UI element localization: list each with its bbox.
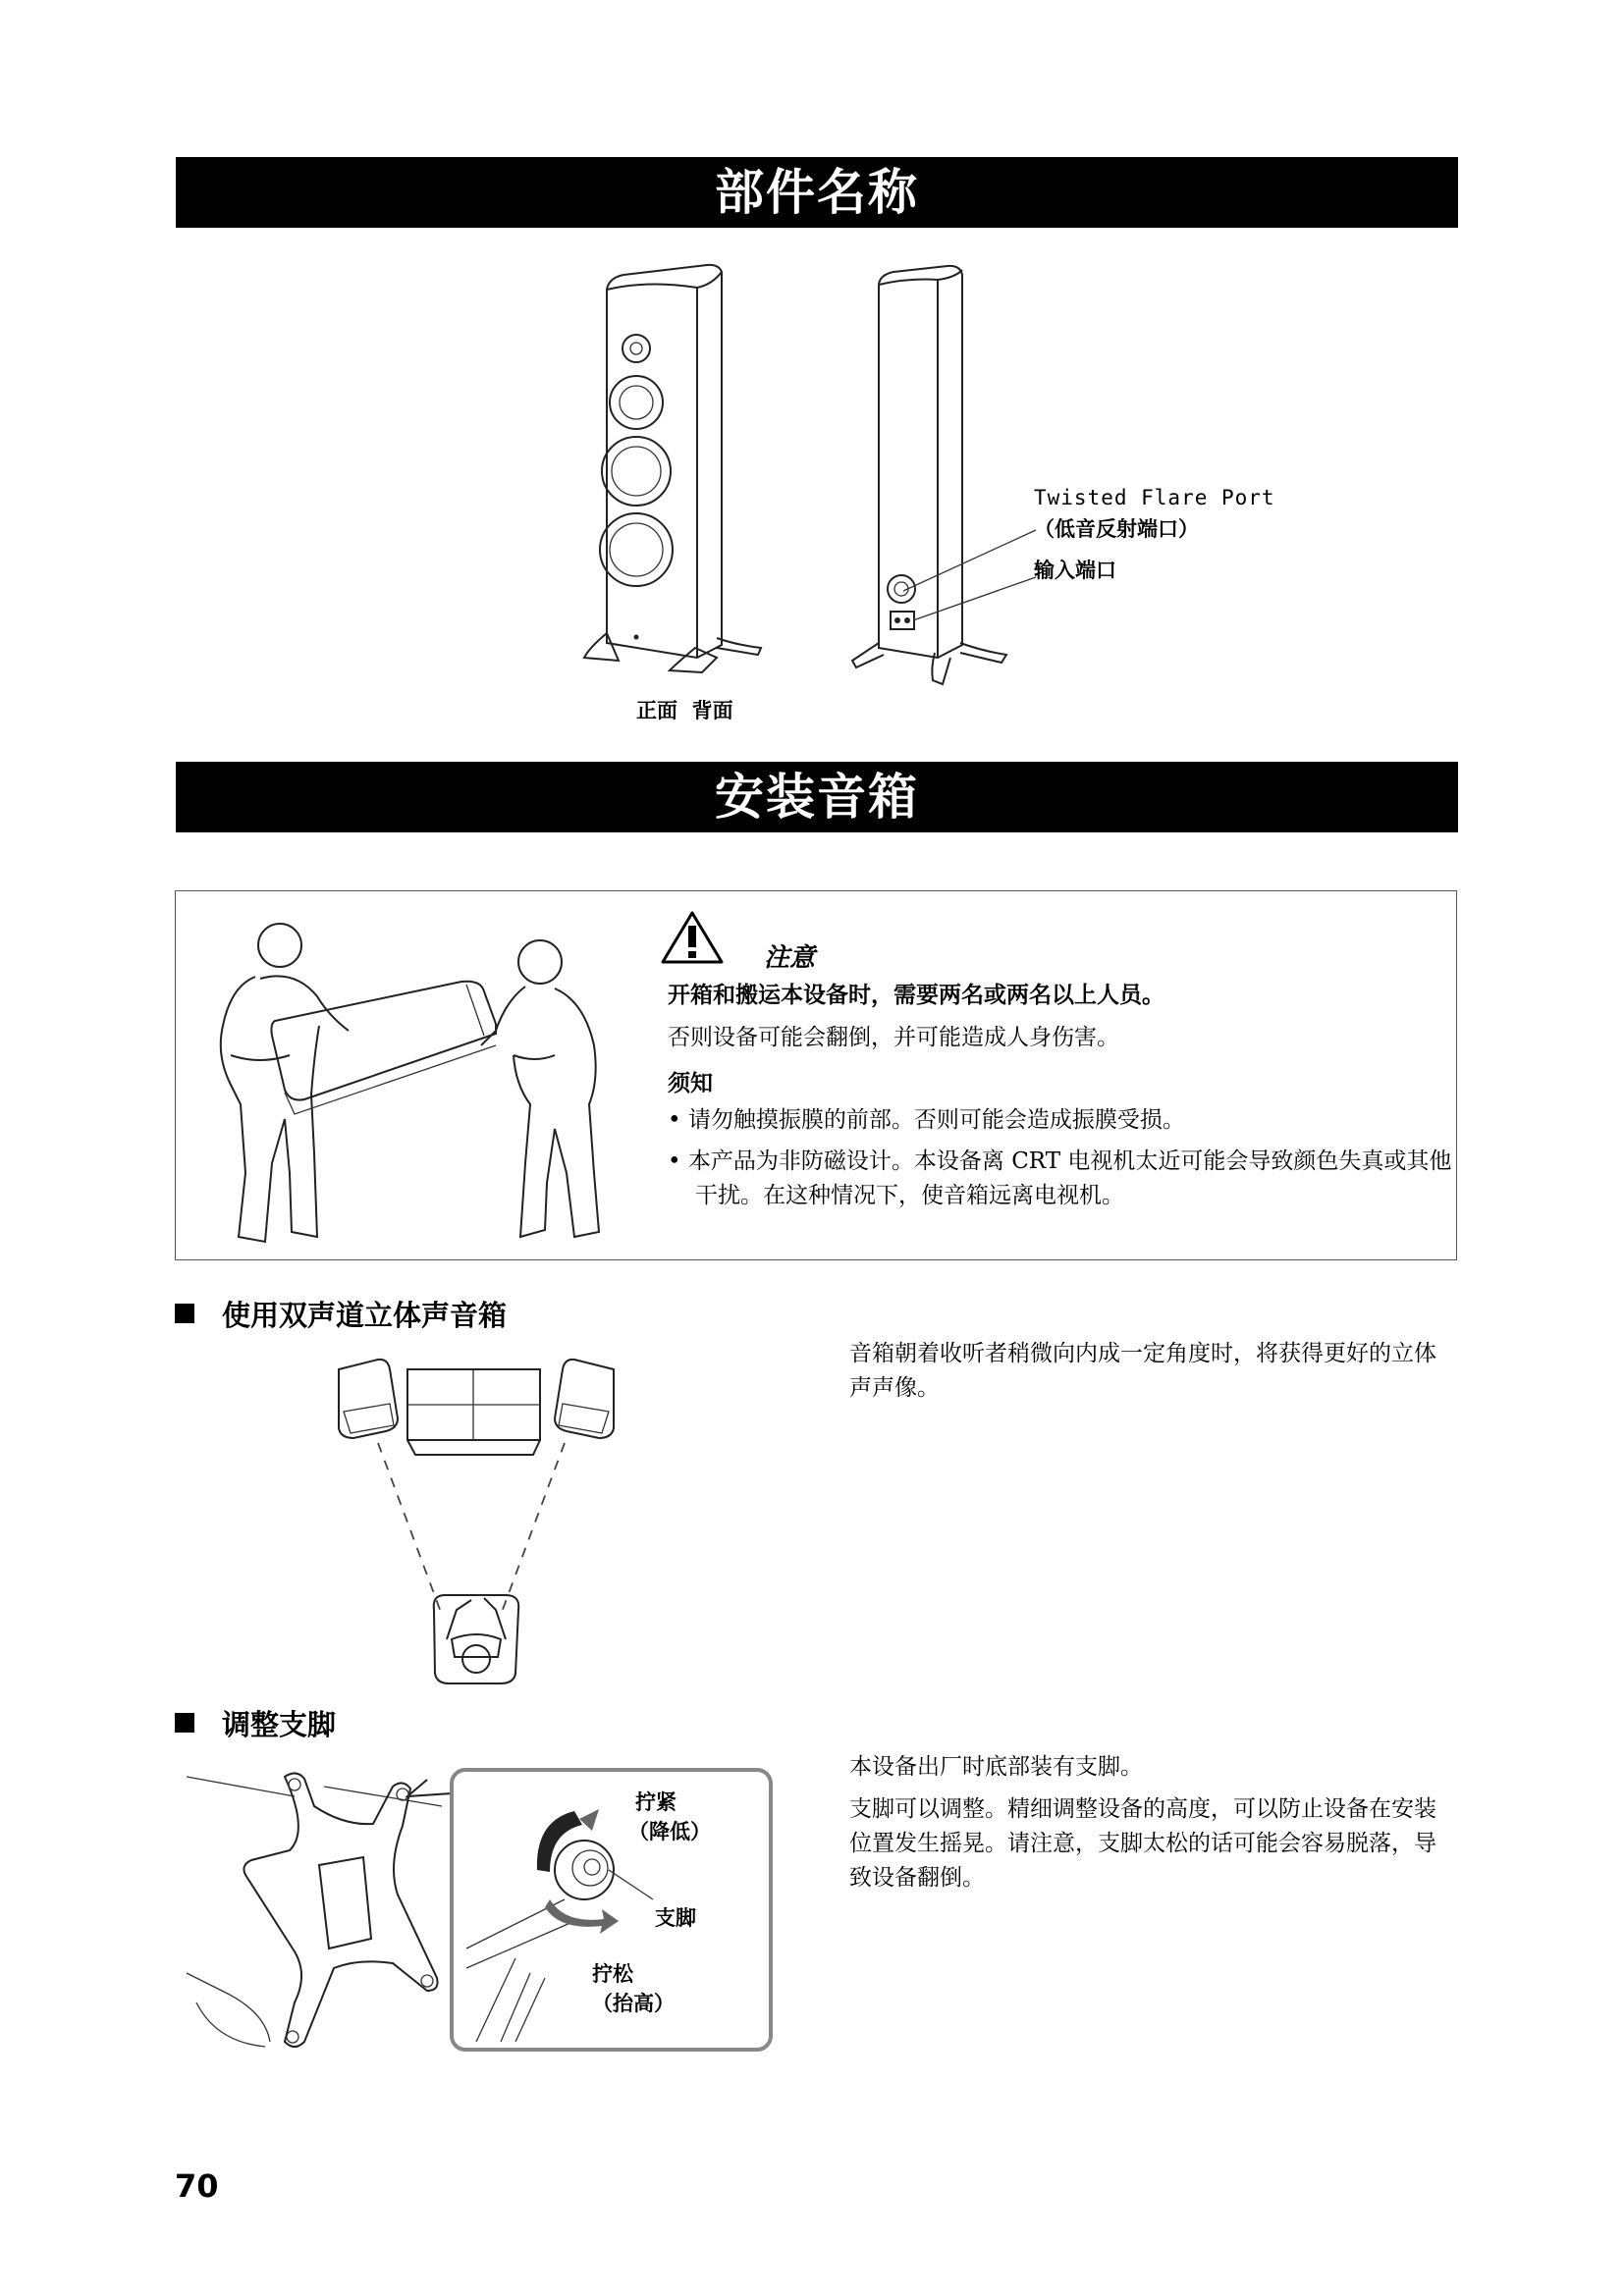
speaker-front-illustration bbox=[579, 260, 776, 672]
caution-heading: 注意 bbox=[764, 943, 816, 973]
bullet-square-icon bbox=[175, 1304, 194, 1323]
input-terminal-label: 输入端口 bbox=[1034, 559, 1116, 582]
stereo-layout-illustration bbox=[329, 1345, 623, 1698]
parts-section-title: 部件名称 bbox=[176, 157, 1458, 228]
loosen-sub-label: （抬高） bbox=[592, 1992, 675, 2015]
page-number: 70 bbox=[175, 2167, 219, 2205]
notice-bullet-2: • 本产品为非防磁设计。本设备离 CRT 电视机太近可能会导致颜色失真或其他干扰。在这种情况下，使音箱远离电视机。 bbox=[668, 1148, 1452, 1208]
feet-description-1: 本设备出厂时底部装有支脚。 bbox=[849, 1754, 1143, 1780]
notice-bullet-1: • 请勿触摸振膜的前部。否则可能会造成振膜受损。 bbox=[668, 1107, 1185, 1133]
port-leader-lines bbox=[903, 530, 1041, 648]
tighten-label: 拧紧 bbox=[635, 1790, 677, 1814]
front-back-labels: 正面 背面 bbox=[636, 699, 733, 722]
feet-section-heading bbox=[175, 1703, 336, 1743]
caution-line-1: 开箱和搬运本设备时，需要两名或两名以上人员。 bbox=[668, 983, 1164, 1008]
loosen-label: 拧松 bbox=[592, 1962, 633, 1986]
feet-description-2: 支脚可以调整。精细调整设备的高度，可以防止设备在安装位置发生摇晃。请注意，支脚太松的话可能会容易脱落，导致设备翻倒。 bbox=[849, 1796, 1436, 1891]
bullet-square-icon bbox=[175, 1713, 194, 1733]
stereo-section-heading bbox=[175, 1294, 507, 1334]
notice-heading: 须知 bbox=[668, 1071, 713, 1096]
foot-label: 支脚 bbox=[655, 1906, 696, 1930]
caution-line-2: 否则设备可能会翻倒，并可能造成人身伤害。 bbox=[668, 1025, 1119, 1050]
stereo-description: 音箱朝着收听者稍微向内成一定角度时，将获得更好的立体声声像。 bbox=[849, 1341, 1436, 1401]
tighten-sub-label: （降低） bbox=[628, 1820, 711, 1843]
two-people-carrying-illustration bbox=[201, 908, 633, 1252]
warning-triangle-icon bbox=[660, 910, 725, 965]
install-section-title: 安装音箱 bbox=[176, 762, 1458, 832]
port-label-chinese: （低音反射端口） bbox=[1034, 517, 1199, 541]
feet-heading-text: 调整支脚 bbox=[222, 1708, 337, 1741]
port-label-english: Twisted Flare Port bbox=[1034, 486, 1275, 509]
stereo-heading-text: 使用双声道立体声音箱 bbox=[222, 1299, 508, 1332]
